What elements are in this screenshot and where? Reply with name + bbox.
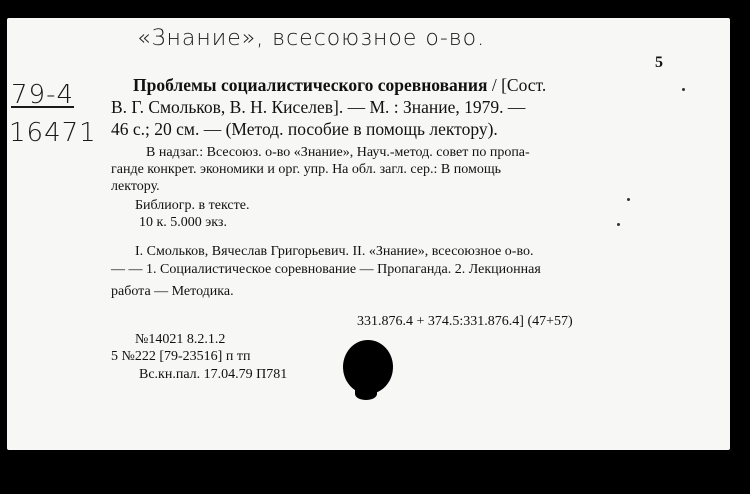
extent-series-line: 46 с.; 20 см. — (Метод. пособие в помощь лектору).	[111, 119, 498, 139]
dispatch-stamp: Вс.кн.пал. 17.04.79 П781	[139, 367, 288, 382]
note-line-2: ганде конкрет. экономики и орг. упр. На обл. загл. сер.: В помощь	[111, 162, 501, 177]
registration-number: 5 №222 [79-23516] п тп	[111, 349, 251, 364]
page-number: 5	[655, 54, 663, 71]
order-number: №14021 8.2.1.2	[135, 332, 226, 347]
title-rest: / [Сост.	[487, 75, 547, 95]
handwritten-code-bottom: 16471	[9, 118, 97, 148]
handwritten-top-note: «Знание», всесоюзное о-во.	[137, 26, 486, 51]
ink-speck	[682, 88, 685, 91]
catalog-card	[7, 18, 730, 450]
ink-speck	[617, 223, 620, 226]
price-print-run: 10 к. 5.000 экз.	[139, 215, 227, 230]
responsibility-line: В. Г. Смольков, В. Н. Киселев]. — М. : Знание, 1979. —	[111, 97, 526, 117]
ink-speck	[627, 198, 630, 201]
handwritten-code-top: 79-4	[11, 80, 75, 110]
tracing-line-1: I. Смольков, Вячеслав Григорьевич. II. «Знание», всесоюзное о-во.	[135, 244, 534, 259]
note-line-1: В надзаг.: Всесоюз. о-во «Знание», Науч.-метод. совет по пропа-	[146, 145, 530, 160]
tracing-line-2: — — 1. Социалистическое соревнование — Пропаганда. 2. Лекционная	[111, 262, 541, 277]
classification-numbers: 331.876.4 + 374.5:331.876.4] (47+57)	[357, 314, 573, 329]
punch-hole-tail	[355, 388, 377, 400]
title-bold: Проблемы социалистического соревнования	[133, 75, 488, 95]
bibliography-note: Библиогр. в тексте.	[135, 198, 250, 213]
title-line	[133, 75, 546, 96]
tracing-line-3: работа — Методика.	[111, 284, 234, 299]
note-line-3: лектору.	[111, 179, 160, 194]
punch-hole	[343, 340, 393, 394]
